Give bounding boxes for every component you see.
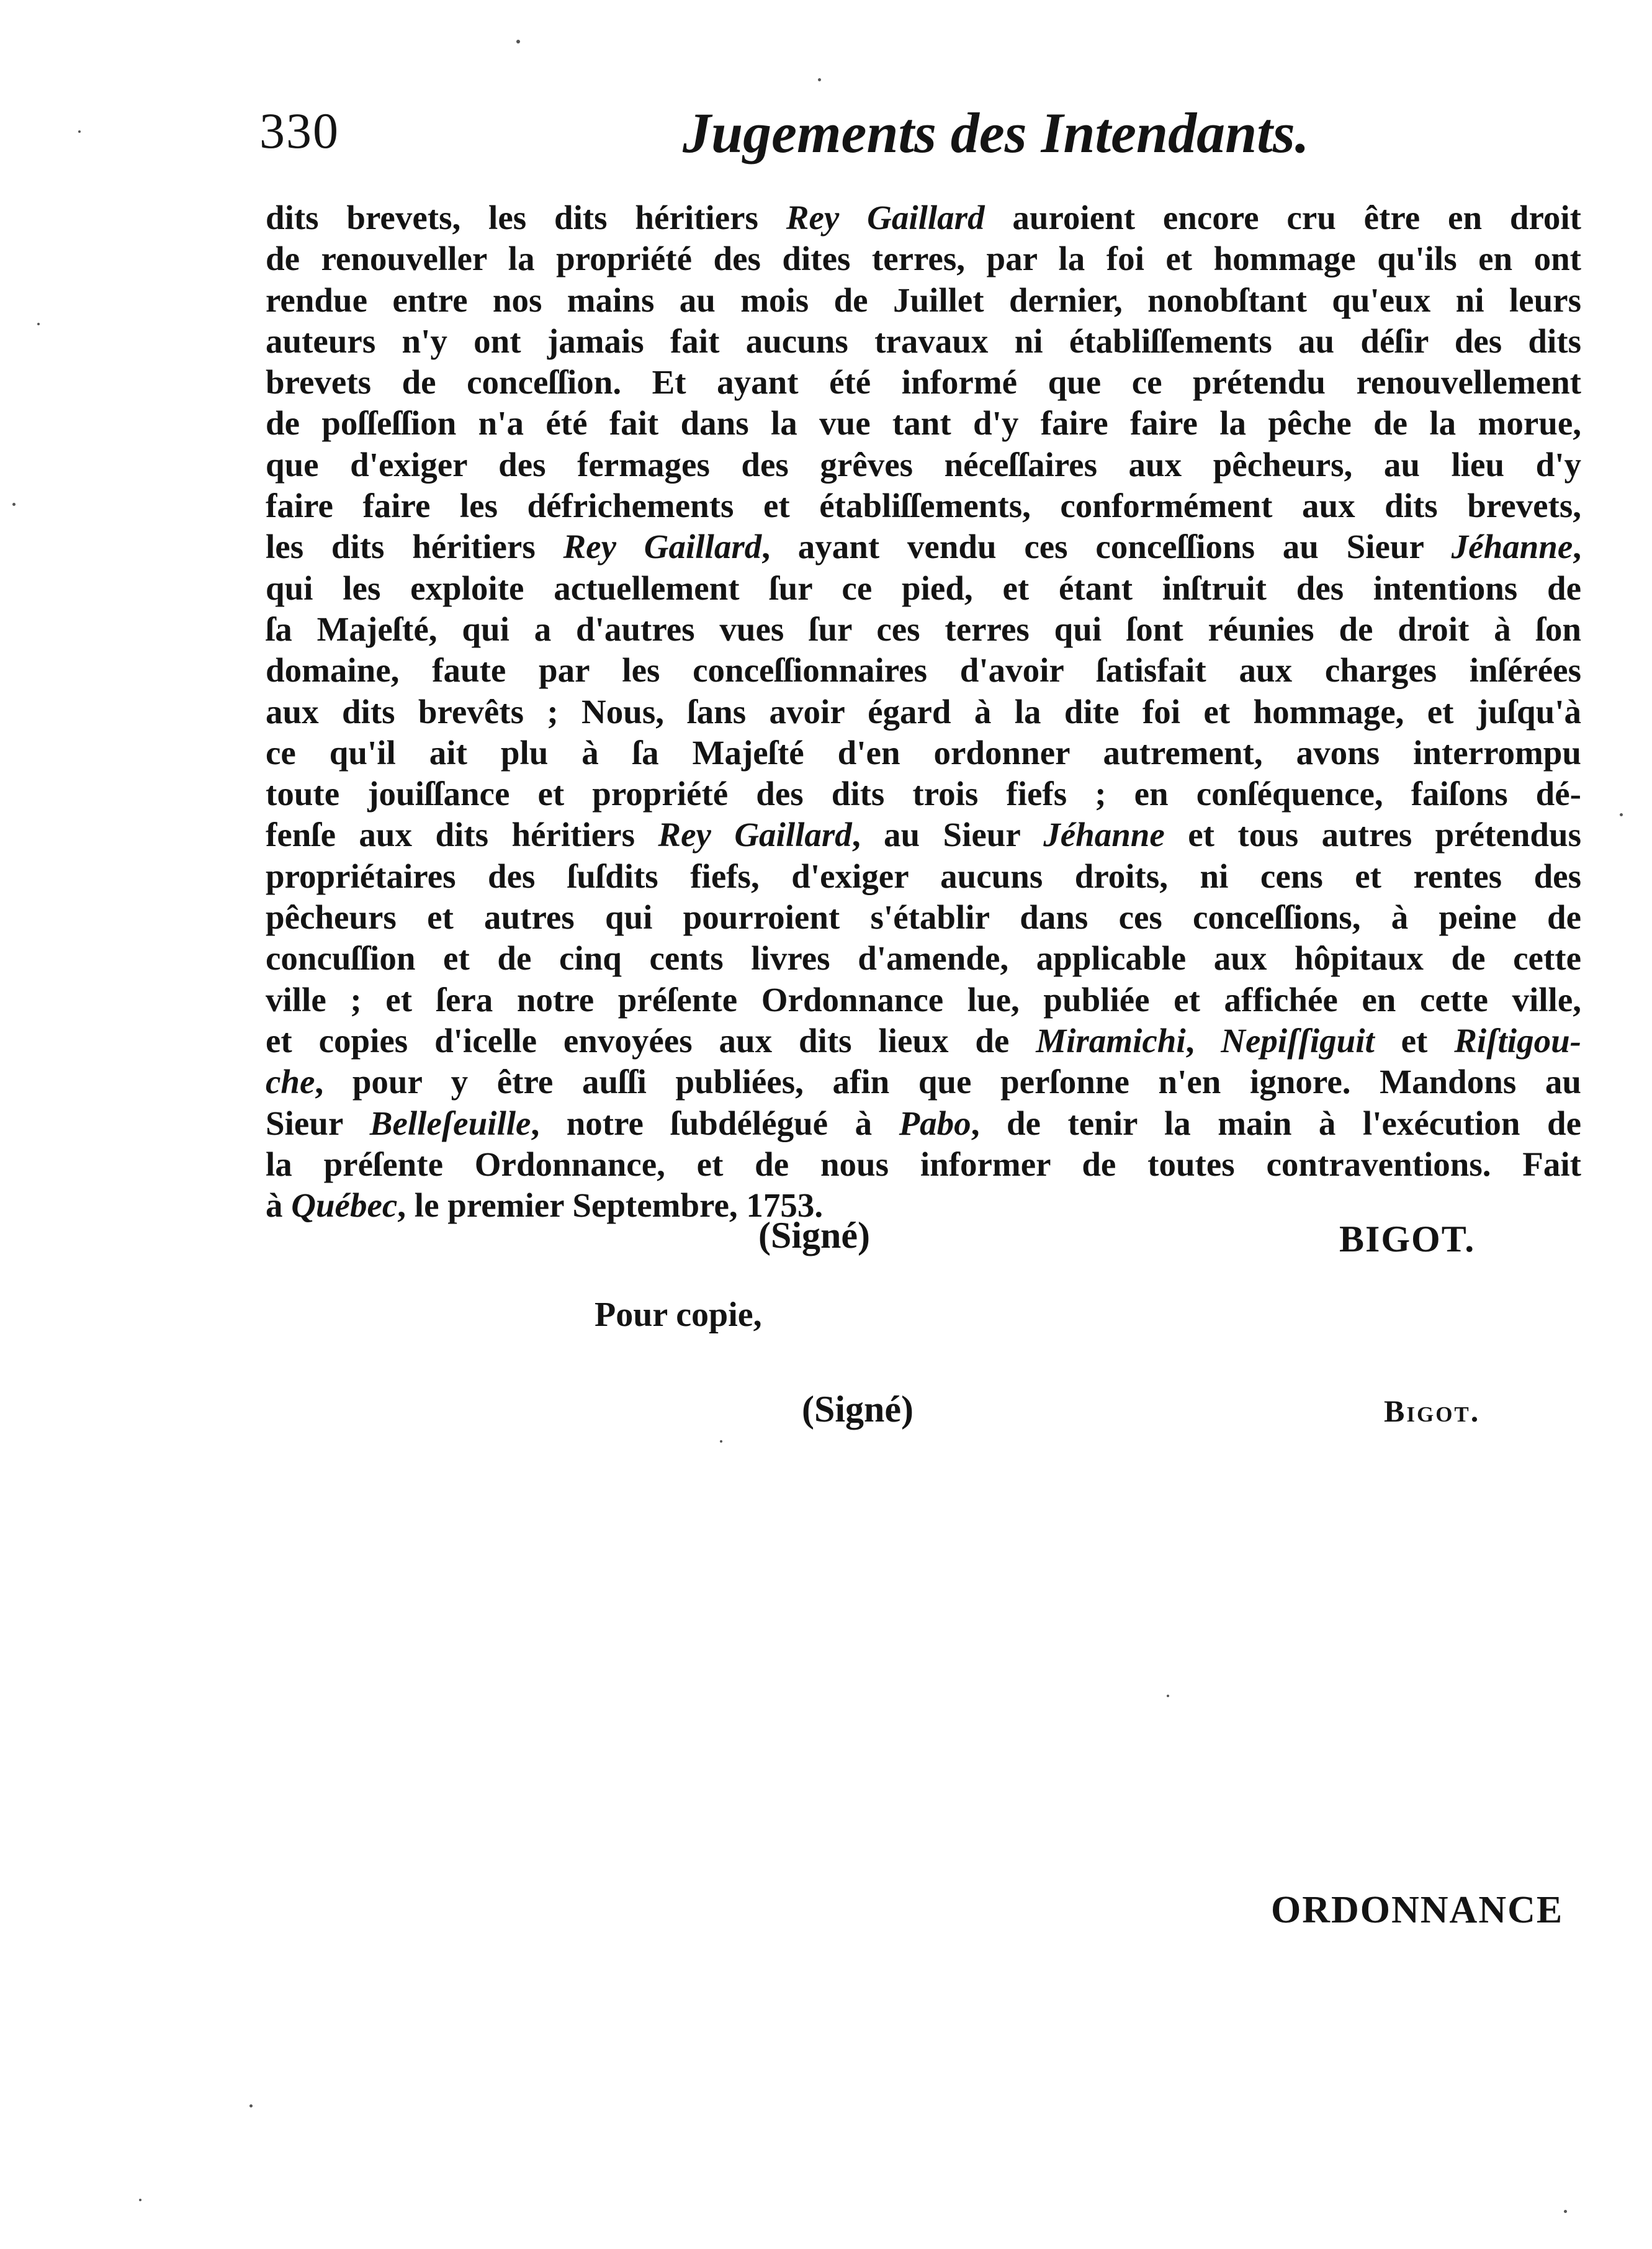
text-segment: propriétaires des ſuſdits fiefs, d'exiger aucuns droits, ni cens et rentes des xyxy=(266,857,1581,895)
text-segment: les dits héritiers xyxy=(266,528,563,566)
text-line xyxy=(266,403,1581,444)
text-segment: dits brevets, les dits héritiers xyxy=(266,199,786,237)
text-segment: Sieur xyxy=(266,1104,370,1142)
catchword: ORDONNANCE xyxy=(1271,1889,1564,1931)
text-segment: concuſſion et de cinq cents livres d'amende, applicable aux hôpitaux de cette xyxy=(266,939,1581,978)
text-line xyxy=(266,938,1581,979)
scan-speck xyxy=(139,2199,141,2201)
scan-speck xyxy=(12,503,16,506)
text-segment: , ayant vendu ces conceſſions au Sieur xyxy=(761,528,1452,566)
italic-text-segment: Jéhanne xyxy=(1043,816,1165,854)
text-segment: à xyxy=(266,1186,292,1225)
text-segment: ce qu'il ait plu à ſa Majeſté d'en ordonner autrement, avons interrompu xyxy=(266,733,1581,772)
text-line xyxy=(266,1103,1581,1144)
scan-speck xyxy=(78,130,81,133)
text-segment: de poſſeſſion n'a été fait dans la vue tant d'y faire faire la pêche de la morue, xyxy=(266,404,1581,443)
running-title: Jugements des Intendants. xyxy=(683,101,1309,165)
text-segment: , le premier Septembre, 1753. xyxy=(397,1186,824,1225)
body-text xyxy=(266,197,1581,1226)
text-segment: auteurs n'y ont jamais fait aucuns travaux ni établiſſements au déſir des dits xyxy=(266,322,1581,360)
text-segment: et xyxy=(1374,1021,1455,1060)
text-line xyxy=(266,238,1581,279)
text-segment: la préſente Ordonnance, et de nous informer de toutes contraventions. Fait xyxy=(266,1145,1581,1183)
text-line xyxy=(266,773,1581,814)
text-line xyxy=(266,814,1581,855)
text-segment: , notre ſubdélégué à xyxy=(531,1104,899,1142)
text-line xyxy=(266,1021,1581,1061)
italic-text-segment: Rey Gaillard xyxy=(658,816,852,854)
text-line xyxy=(266,526,1581,567)
text-segment: , xyxy=(1573,528,1581,566)
text-line xyxy=(266,362,1581,403)
signature-name-bigot-copy: Bigot. xyxy=(1384,1394,1481,1428)
signature-signe: (Signé) xyxy=(758,1215,870,1256)
text-segment: qui les exploite actuellement ſur ce pied, et étant inſtruit des intentions de xyxy=(266,569,1581,607)
text-line xyxy=(266,897,1581,938)
italic-text-segment: Nepiſſiguit xyxy=(1221,1021,1375,1060)
text-segment: rendue entre nos mains au mois de Juillet dernier, nonobſtant qu'eux ni leurs xyxy=(266,281,1581,319)
text-segment: toute jouiſſance et propriété des dits trois fiefs ; en conſéquence, faiſons dé- xyxy=(266,775,1581,813)
scan-speck xyxy=(37,323,40,325)
pour-copie-label: Pour copie, xyxy=(595,1296,762,1334)
text-line xyxy=(266,1061,1581,1102)
scan-speck xyxy=(1620,813,1623,816)
text-line xyxy=(266,321,1581,362)
page-number: 330 xyxy=(259,102,339,159)
text-line xyxy=(266,650,1581,691)
signature-signe-copy: (Signé) xyxy=(802,1389,914,1430)
italic-text-segment: Pabo xyxy=(899,1104,971,1142)
text-segment: ville ; et ſera notre préſente Ordonnance lue, publiée et affichée en cette ville, xyxy=(266,980,1581,1019)
scan-speck xyxy=(1564,2210,1567,2213)
text-segment: fenſe aux dits héritiers xyxy=(266,816,658,854)
scan-speck xyxy=(249,2104,253,2107)
scan-speck xyxy=(818,78,821,81)
italic-text-segment: Rey Gaillard xyxy=(563,528,762,566)
text-segment: et tous autres prétendus xyxy=(1164,816,1581,854)
text-segment: domaine, faute par les conceſſionnaires d'avoir ſatisfait aux charges inſérées xyxy=(266,651,1581,690)
text-segment: , au Sieur xyxy=(851,816,1044,854)
text-line xyxy=(266,444,1581,485)
scan-speck xyxy=(1167,1695,1169,1697)
text-segment: , pour y être auſſi publiées, afin que perſonne n'en ignore. Mandons au xyxy=(315,1063,1581,1101)
text-segment: aux dits brevêts ; Nous, ſans avoir égard à la dite foi et hommage, et juſqu'à xyxy=(266,692,1581,731)
text-segment: et copies d'icelle envoyées aux dits lieux de xyxy=(266,1021,1036,1060)
text-line xyxy=(266,732,1581,773)
italic-text-segment: Jéhanne xyxy=(1451,528,1573,566)
signature-name-bigot: BIGOT. xyxy=(1339,1219,1476,1260)
italic-text-segment: Rey Gaillard xyxy=(786,199,985,237)
text-line xyxy=(266,980,1581,1021)
text-line xyxy=(266,609,1581,650)
text-line xyxy=(266,485,1581,526)
text-segment: pêcheurs et autres qui pourroient s'établir dans ces conceſſions, à peine de xyxy=(266,898,1581,937)
text-line xyxy=(266,1144,1581,1185)
text-segment: de renouveller la propriété des dites terres, par la foi et hommage qu'ils en ont xyxy=(266,240,1581,278)
scan-speck xyxy=(516,40,520,43)
text-segment: brevets de conceſſion. Et ayant été informé que ce prétendu renouvellement xyxy=(266,363,1581,402)
italic-text-segment: Miramichi xyxy=(1036,1021,1186,1060)
text-line xyxy=(266,197,1581,238)
text-line xyxy=(266,692,1581,732)
scan-speck xyxy=(720,1440,722,1443)
italic-text-segment: Belleſeuille xyxy=(369,1104,531,1142)
text-segment: que d'exiger des fermages des grêves néceſſaires aux pêcheurs, au lieu d'y xyxy=(266,445,1581,484)
text-segment: ſa Majeſté, qui a d'autres vues ſur ces terres qui ſont réunies de droit à ſon xyxy=(266,610,1581,648)
text-segment: , xyxy=(1185,1021,1221,1060)
text-segment: , de tenir la main à l'exécution de xyxy=(971,1104,1581,1142)
text-line xyxy=(266,856,1581,897)
italic-text-segment: Québec xyxy=(291,1186,398,1225)
italic-text-segment: che xyxy=(266,1063,315,1101)
text-line xyxy=(266,280,1581,321)
text-segment: auroient encore cru être en droit xyxy=(984,199,1581,237)
text-segment: faire faire les défrichements et établiſſements, conformément aux dits brevets, xyxy=(266,487,1581,525)
italic-text-segment: Riſtigou- xyxy=(1454,1021,1581,1060)
text-line xyxy=(266,568,1581,609)
